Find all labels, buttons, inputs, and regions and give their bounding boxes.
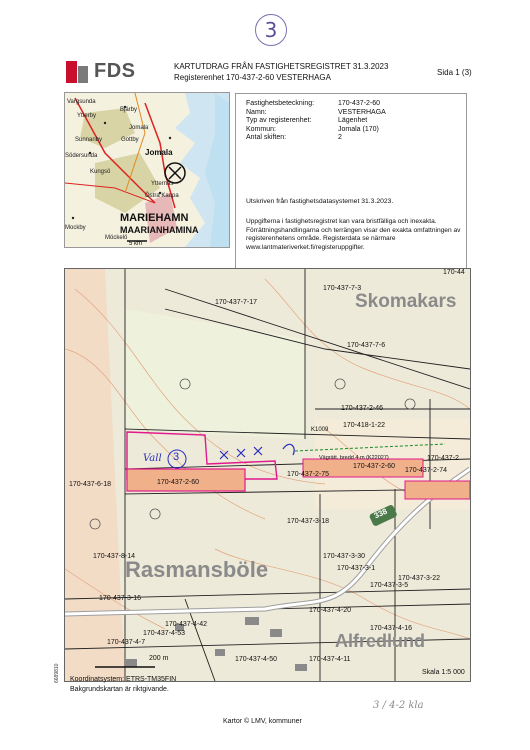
side-code: 6689810: [54, 663, 60, 683]
fds-logo: [66, 60, 136, 83]
ov-label: Sunnanby: [75, 137, 103, 143]
ov-label: Mockby: [65, 225, 86, 231]
parcel-label: 170-437-4-53: [143, 630, 186, 637]
map-credit: Kartor © LMV, kommuner: [223, 718, 302, 725]
parcel-label: 170-437-3-1: [337, 565, 376, 572]
parcel-label: 170-437-7-6: [347, 342, 386, 349]
ov-city-fi: MAARIANHAMINA: [120, 225, 199, 235]
parcel-label: 170-437-4-42: [165, 621, 208, 628]
disclaimer: Uppgifterna i fastighetsregistret kan vara bristfälliga och inexakta. Förrättningshandlingarna och terrängen visar den exakta omfattningen av registerenhetens område. Registerdata se närmare www.lantmateriverket.fi/registeruppgifter.: [246, 218, 461, 251]
parcel-label: 170-437-3-30: [323, 553, 366, 560]
ov-label: Ytterby: [77, 113, 97, 119]
parcel-label: 170-437-3-16: [99, 595, 142, 602]
parcel-label: 170-437-7-3: [323, 285, 362, 292]
place-name: Alfredlund: [335, 631, 425, 651]
ov-label: Ytternäs: [151, 181, 174, 187]
cadastral-map-graphic: [65, 269, 470, 681]
info-key: Kommun:: [246, 125, 276, 133]
ov-label: Östra Kaupa: [145, 193, 179, 199]
place-name: Rasmansböle: [125, 557, 269, 582]
map-scale: Skala 1:5 000: [422, 669, 465, 676]
parcel-label: 170-437-8-14: [93, 553, 136, 560]
cadastral-map: [64, 268, 471, 682]
registration-unit: Registerenhet 170-437-2-60 VESTERHAGA: [174, 73, 331, 82]
parcel-label: 170-437-2-46: [341, 405, 384, 412]
overview-map: [64, 92, 230, 248]
handwritten-note: 3 / 4-2 kla: [373, 700, 424, 711]
info-row: [246, 117, 386, 126]
info-row: [246, 109, 386, 118]
logo-mark: [66, 61, 88, 83]
info-row: [246, 134, 386, 143]
parcel-label: 170-437-3-5: [370, 582, 409, 589]
parcel-label: 170-437-3-18: [287, 518, 330, 525]
info-key: Typ av registerenhet:: [246, 117, 312, 125]
info-value: Jomala (170): [338, 125, 379, 133]
ov-city: MARIEHAMN: [120, 212, 189, 224]
info-key: Fastighetsbeteckning:: [246, 100, 315, 107]
document-title: KARTUTDRAG FRÅN FASTIGHETSREGISTRET 31.3.2023: [174, 62, 389, 71]
info-key: Antal skiften:: [246, 134, 287, 142]
info-key: Namn:: [246, 108, 267, 116]
parcel-label: 170-437-2-75: [287, 471, 330, 478]
easement-label: Vägrätt, bredd 4 m (K22027): [319, 455, 389, 461]
info-value: Lägenhet: [338, 117, 368, 125]
route-number: 338: [372, 506, 389, 521]
parcel-label: 170-437-4-16: [370, 625, 413, 632]
background-note: Bakgrundskartan är riktgivande.: [70, 686, 169, 693]
parcel-label: 170-437-6-18: [69, 481, 112, 488]
ov-label: Möckelö: [105, 235, 128, 241]
logo-text: FDS: [94, 60, 136, 82]
printed-note: Utskriven från fastighetsdatasystemet 31.3.2023.: [246, 198, 394, 205]
parcel-label-selected: 170-437-2-60: [157, 479, 200, 486]
parcel-label: 170-418-1-22: [343, 422, 386, 429]
handwritten-number: 3: [173, 451, 180, 463]
info-value: VESTERHAGA: [338, 108, 386, 116]
distance-label: 200 m: [149, 655, 169, 662]
overview-map-graphic: [65, 93, 229, 247]
ov-label: Södersunda: [65, 153, 98, 159]
ov-label: Vargsunda: [67, 99, 96, 105]
info-row: [246, 126, 386, 135]
place-name: Skomakars: [355, 291, 457, 312]
page-indicator: Sida 1 (3): [437, 68, 472, 77]
parcel-label: 170-437-4-7: [107, 639, 146, 646]
parcel-label: 170-437-4-11: [309, 656, 351, 663]
parcel-label: 170-44: [443, 269, 465, 276]
handwritten-page-number: 3: [255, 14, 287, 46]
property-info-box: [235, 93, 467, 270]
parcel-label: 170-437-2-74: [405, 467, 448, 474]
ov-scale: 5 km: [129, 241, 143, 247]
parcel-label-selected: 170-437-2-60: [353, 463, 396, 470]
road-code: K1009: [311, 427, 329, 433]
ov-label: Gottby: [121, 137, 139, 143]
property-info-table: [246, 100, 386, 143]
ov-label: Kungsö: [90, 169, 111, 175]
handwritten-label: Vall: [143, 453, 162, 464]
info-value: 170-437-2-60: [338, 100, 381, 107]
ov-label: Jomala: [129, 125, 149, 131]
info-value: 2: [338, 134, 342, 142]
ov-label: Jomala: [145, 148, 173, 157]
parcel-label: 170-437-3-22: [398, 575, 441, 582]
parcel-label: 170-437-4-20: [309, 607, 352, 614]
parcel-label: 170-437-7-17: [215, 299, 258, 306]
parcel-label: 170-437-2: [427, 455, 459, 462]
ov-label: Bjärby: [120, 107, 138, 113]
info-row: [246, 100, 386, 109]
coordinate-system: Koordinatsystem: ETRS-TM35FIN: [70, 676, 177, 683]
parcel-label: 170-437-4-50: [235, 656, 278, 663]
